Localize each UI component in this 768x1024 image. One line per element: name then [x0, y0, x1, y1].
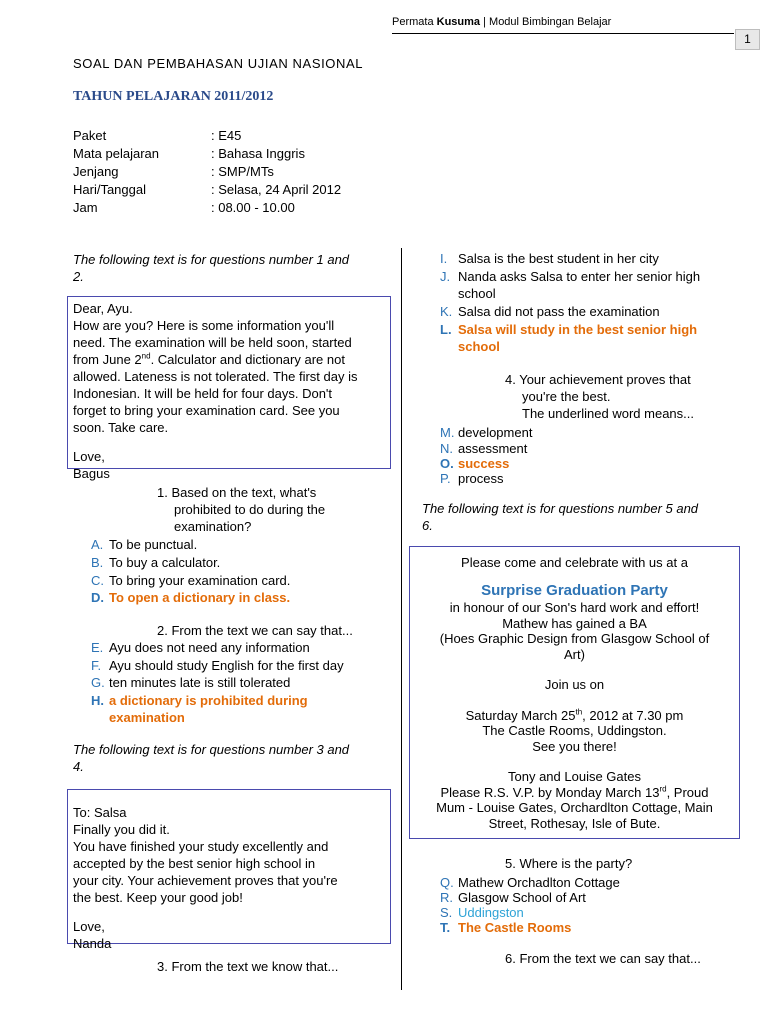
meta-value: : Selasa, 24 April 2012 [211, 182, 342, 197]
brand-name: Kusuma [436, 16, 481, 28]
option-letter: P. [440, 471, 451, 486]
option-text: a dictionary is prohibited during [109, 693, 308, 708]
option-text: success [458, 456, 510, 471]
invite-text: , Proud [666, 784, 709, 800]
header-separator: | [480, 16, 490, 28]
intro-questions-1-2 [73, 251, 393, 285]
meta-key: Hari/Tanggal [73, 182, 146, 197]
spacer [73, 436, 385, 448]
intro-line: The following text is for questions number 5 and [422, 501, 699, 516]
question-2: 2. From the text we can say that... [157, 623, 353, 638]
option-f[interactable] [91, 657, 344, 674]
letter-ayu [67, 296, 391, 481]
option-text: Ayu should study English for the first day [109, 658, 344, 673]
invite-sup: rd [659, 784, 667, 794]
option-m[interactable] [440, 424, 532, 441]
question-5: 5. Where is the party? [505, 856, 633, 871]
invite-hosts: Tony and Louise Gates [508, 769, 641, 784]
option-c[interactable] [91, 572, 290, 589]
letter-line: soon. Take care. [73, 420, 169, 435]
letter-text: from June 2 [73, 352, 142, 367]
letter-sup: nd [141, 351, 151, 361]
letter-line [73, 351, 385, 368]
intro-line: The following text is for questions number 1 and [73, 252, 350, 267]
letter-line: need. The examination will be held soon, started [73, 335, 352, 350]
question-line: examination? [174, 519, 252, 534]
option-e[interactable] [91, 639, 310, 656]
option-b[interactable] [91, 554, 220, 571]
meta-row-time [73, 200, 295, 215]
intro-questions-3-4 [73, 741, 393, 775]
letter-closing: Love, [73, 449, 105, 464]
option-text: Nanda asks Salsa to enter her senior high [458, 269, 701, 284]
invite-line: Please come and celebrate with us at a [461, 555, 688, 570]
invite-rsvp [410, 785, 739, 801]
question-3: 3. From the text we know that... [157, 959, 339, 974]
option-letter: D. [91, 590, 104, 605]
option-text: examination [109, 710, 185, 725]
option-letter: C. [91, 573, 104, 588]
option-letter: M. [440, 425, 455, 440]
option-letter: R. [440, 890, 453, 905]
option-h-answer[interactable] [91, 692, 308, 726]
invite-line: See you there! [532, 738, 617, 754]
option-letter: H. [91, 693, 104, 708]
option-text: school [458, 339, 500, 354]
option-text: Mathew Orchadlton Cottage [458, 875, 620, 890]
invite-text: Please R.S. V.P. by Monday March 13 [440, 784, 660, 800]
option-text: Salsa did not pass the examination [458, 304, 660, 319]
brand-prefix: Permata [392, 16, 437, 28]
meta-value: : Bahasa Inggris [211, 146, 305, 161]
question-line: you're the best. [522, 389, 611, 404]
intro-line: 4. [73, 759, 84, 774]
option-d-answer[interactable] [91, 589, 290, 606]
option-p[interactable] [440, 470, 504, 487]
meta-value: : 08.00 - 10.00 [211, 200, 295, 215]
option-letter: S. [440, 905, 453, 920]
column-divider [401, 248, 402, 990]
option-letter: N. [440, 441, 453, 456]
question-line: prohibited to do during the [174, 502, 326, 517]
option-letter: T. [440, 920, 451, 935]
invite-text: Saturday March 25 [465, 707, 576, 723]
letter-signature: Bagus [73, 466, 110, 481]
meta-key: Jam [73, 200, 98, 215]
party-invitation [409, 546, 740, 839]
header-rule [392, 33, 734, 34]
option-letter: E. [91, 640, 104, 655]
option-l-answer[interactable] [440, 321, 697, 355]
letter-line: the best. Keep your good job! [73, 890, 243, 905]
question-line: 4. Your achievement proves that [505, 372, 691, 387]
meta-row-level [73, 164, 274, 179]
meta-value: : E45 [211, 128, 242, 143]
option-text: Glasgow School of Art [458, 890, 586, 905]
option-text: ten minutes late is still tolerated [109, 675, 291, 690]
invite-title: Surprise Graduation Party [481, 581, 668, 599]
option-g[interactable] [91, 674, 290, 691]
invite-address: Street, Rothesay, Isle of Bute. [488, 815, 661, 831]
document-year: TAHUN PELAJARAN 2011/2012 [73, 89, 274, 104]
meta-value: : SMP/MTs [211, 164, 274, 179]
letter-text: . Calculator and dictionary are not [150, 352, 345, 367]
option-a[interactable] [91, 536, 197, 553]
option-text: To bring your examination card. [109, 573, 291, 588]
invite-sup: th [575, 707, 583, 717]
invite-venue: The Castle Rooms, Uddingston. [482, 723, 667, 738]
invite-line: Mathew has gained a BA [502, 615, 647, 631]
letter-line: You have finished your study excellently and [73, 839, 329, 854]
invite-line: in honour of our Son's hard work and effort! [449, 600, 700, 615]
letter-line: accepted by the best senior high school in [73, 856, 316, 871]
invite-text: , 2012 at 7.30 pm [582, 707, 684, 723]
letter-line: allowed. Lateness is not tolerated. The first day is [73, 369, 358, 384]
intro-line: 2. [73, 269, 84, 284]
letter-greeting: To: Salsa [73, 805, 127, 820]
invite-join: Join us on [544, 677, 605, 692]
module-name: Modul Bimbingan Belajar [489, 16, 612, 28]
page-number: 1 [735, 29, 760, 50]
letter-line: forget to bring your examination card. See you [73, 403, 340, 418]
option-text: Salsa will study in the best senior high [458, 322, 698, 337]
option-letter: Q. [440, 875, 454, 890]
question-line: 1. Based on the text, what's [157, 485, 317, 500]
letter-line: How are you? Here is some information you'll [73, 318, 335, 333]
option-letter: B. [91, 555, 104, 570]
question-4 [505, 371, 694, 422]
option-text: Uddingston [458, 905, 524, 920]
intro-line: 6. [422, 518, 433, 533]
meta-row-paket [73, 128, 241, 143]
meta-row-subject [73, 146, 305, 161]
letter-greeting: Dear, Ayu. [73, 301, 133, 316]
option-k[interactable] [440, 303, 660, 320]
option-text: development [458, 425, 533, 440]
invite-line: Art) [564, 646, 585, 662]
option-letter: A. [91, 537, 104, 552]
letter-closing: Love, [73, 919, 105, 934]
option-i[interactable] [440, 250, 659, 267]
option-text: Ayu does not need any information [109, 640, 310, 655]
letter-salsa [67, 789, 391, 951]
question-1 [157, 484, 325, 535]
meta-key: Paket [73, 128, 107, 143]
option-text: school [458, 286, 496, 301]
meta-key: Mata pelajaran [73, 146, 159, 161]
meta-row-date [73, 182, 341, 197]
meta-key: Jenjang [73, 164, 119, 179]
option-text: assessment [458, 441, 528, 456]
option-letter: G. [91, 675, 105, 690]
question-line: The underlined word means... [522, 406, 694, 421]
option-text: process [458, 471, 504, 486]
letter-signature: Nanda [73, 936, 112, 951]
spacer [73, 906, 385, 918]
intro-questions-5-6 [422, 500, 742, 534]
option-text: Salsa is the best student in her city [458, 251, 659, 266]
option-j[interactable] [440, 268, 700, 302]
document-title: SOAL DAN PEMBAHASAN UJIAN NASIONAL [73, 56, 364, 71]
option-letter: O. [440, 456, 454, 471]
letter-line: Indonesian. It will be held for four days. Don't [73, 386, 333, 401]
invite-date [410, 708, 739, 724]
option-letter: L. [440, 322, 452, 337]
option-t-answer[interactable] [440, 919, 571, 936]
question-6: 6. From the text we can say that... [505, 951, 701, 966]
option-text: The Castle Rooms [458, 920, 572, 935]
invite-line: (Hoes Graphic Design from Glasgow School of [439, 631, 710, 646]
intro-line: The following text is for questions number 3 and [73, 742, 350, 757]
page-header [392, 16, 611, 28]
letter-line: Finally you did it. [73, 822, 170, 837]
option-letter: K. [440, 304, 453, 319]
option-letter: F. [91, 658, 102, 673]
option-letter: J. [440, 269, 451, 284]
option-text: To buy a calculator. [109, 555, 221, 570]
invite-address: Mum - Louise Gates, Orchardlton Cottage, Main [436, 800, 713, 815]
option-letter: I. [440, 251, 448, 266]
letter-line: your city. Your achievement proves that you're [73, 873, 338, 888]
option-text: To be punctual. [109, 537, 198, 552]
option-text: To open a dictionary in class. [109, 590, 291, 605]
